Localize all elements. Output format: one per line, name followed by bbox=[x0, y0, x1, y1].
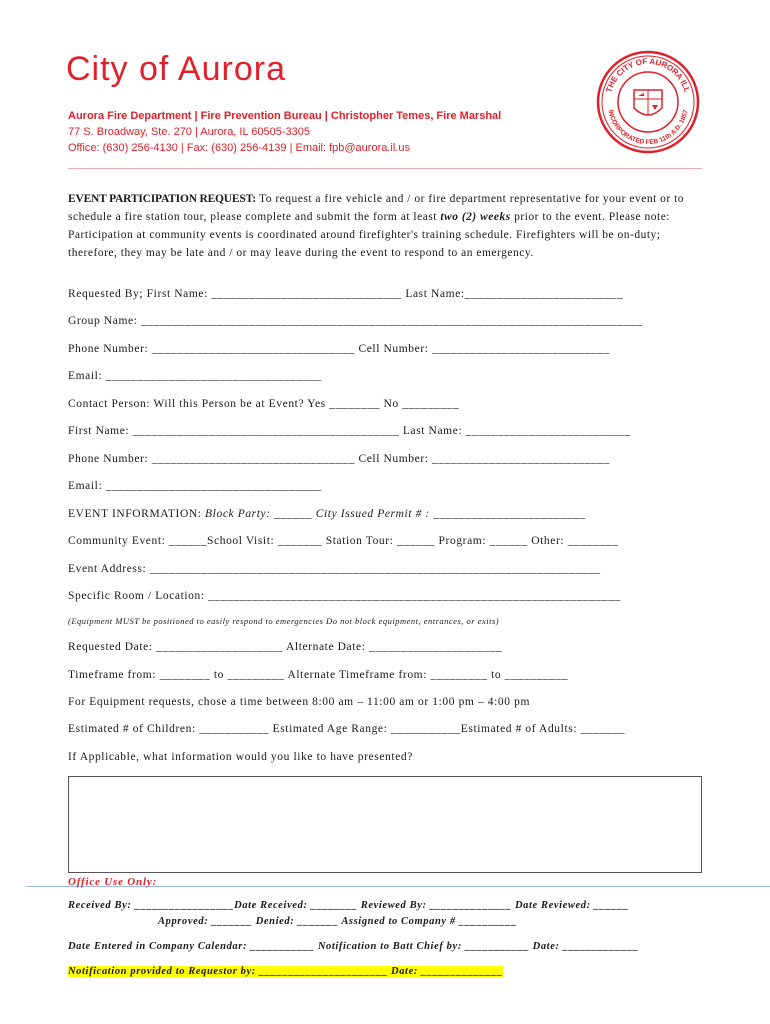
intro-emphasis: two (2) weeks bbox=[440, 211, 511, 223]
phone-field-2[interactable]: Phone Number: ________________________________ Cell Number: ____________________________ bbox=[68, 453, 610, 465]
header-divider bbox=[68, 168, 702, 169]
event-type-field[interactable]: Community Event: ______School Visit: _______ Station Tour: ______ Program: ______ Other: ________ bbox=[68, 535, 619, 547]
intro-paragraph bbox=[68, 190, 702, 262]
event-information-label: EVENT INFORMATION: bbox=[68, 508, 206, 520]
svg-text:THE CITY OF AURORA ILL: THE CITY OF AURORA ILL bbox=[604, 56, 692, 94]
intro-lead: EVENT PARTICIPATION REQUEST: bbox=[68, 193, 256, 205]
address-line: 77 S. Broadway, Ste. 270 | Aurora, IL 60505-3305 bbox=[68, 126, 310, 138]
equipment-times-note: For Equipment requests, chose a time between 8:00 am – 11:00 am or 1:00 pm – 4:00 pm bbox=[68, 696, 530, 708]
approval-field[interactable]: Approved: _______ Denied: _______ Assigned to Company # __________ bbox=[158, 916, 518, 927]
requested-date-field[interactable]: Requested Date: ____________________ Alternate Date: _____________________ bbox=[68, 641, 503, 653]
presentation-textarea[interactable] bbox=[68, 776, 702, 873]
notification-highlight[interactable]: Notification provided to Requestor by: ______________________ Date: ______________ bbox=[68, 966, 504, 977]
page-title: City of Aurora bbox=[66, 50, 286, 88]
email-field-2[interactable]: Email: __________________________________ bbox=[68, 480, 322, 492]
group-name-field[interactable]: Group Name: _______________________________________________________________________________ bbox=[68, 315, 643, 327]
contact-person-field[interactable]: Contact Person: Will this Person be at Event? Yes ________ No _________ bbox=[68, 398, 460, 410]
contact-line: Office: (630) 256-4130 | Fax: (630) 256-4139 | Email: fpb@aurora.il.us bbox=[68, 142, 410, 154]
phone-field-1[interactable]: Phone Number: ________________________________ Cell Number: ____________________________ bbox=[68, 343, 610, 355]
received-by-field[interactable]: Received By: _________________Date Received: ________ Reviewed By: ______________ Date Reviewed: ______ bbox=[68, 900, 630, 911]
timeframe-field[interactable]: Timeframe from: ________ to _________ Alternate Timeframe from: _________ to __________ bbox=[68, 669, 569, 681]
intro-text-2: prior to the event. Please note: Participation at community events is coordinated around firefighter's training schedule. Firefighters will be on-duty; therefore, they may be late and / or may leave during the event to respond to an emergency. bbox=[68, 211, 671, 259]
intro-text-1: To request a fire vehicle and / or fire department representative for your event or to schedule a fire station tour, please complete and submit the form at least bbox=[68, 193, 685, 223]
notification-field[interactable] bbox=[68, 966, 503, 977]
requested-by-field[interactable]: Requested By; First Name: ______________________________ Last Name:_________________________ bbox=[68, 288, 624, 300]
contact-name-field[interactable]: First Name: __________________________________________ Last Name: __________________________ bbox=[68, 425, 631, 437]
department-line: Aurora Fire Department | Fire Prevention Bureau | Christopher Temes, Fire Marshal bbox=[68, 110, 502, 122]
specific-room-field[interactable]: Specific Room / Location: _________________________________________________________________ bbox=[68, 590, 621, 602]
office-use-heading: Office Use Only: bbox=[68, 876, 157, 888]
city-seal-icon bbox=[596, 50, 700, 154]
event-information-field[interactable] bbox=[68, 508, 586, 520]
calendar-entry-field[interactable]: Date Entered in Company Calendar: ___________ Notification to Batt Chief by: ___________ Date: _____________ bbox=[68, 941, 639, 952]
email-field-1[interactable]: Email: __________________________________ bbox=[68, 370, 322, 382]
event-address-field[interactable]: Event Address: _______________________________________________________________________ bbox=[68, 563, 601, 575]
block-party-field[interactable]: Block Party: ______ City Issued Permit # : ________________________ bbox=[205, 508, 586, 520]
estimates-field[interactable]: Estimated # of Children: ___________ Estimated Age Range: ___________Estimated # of Adults: _______ bbox=[68, 723, 626, 735]
equipment-note: (Equipment MUST be positioned to easily respond to emergencies Do not block equipment, entrances, or exits) bbox=[68, 616, 500, 626]
svg-text:INCORPORATED FEB 11th A.D. 185: INCORPORATED FEB 11th A.D. 1857 bbox=[606, 109, 690, 147]
presentation-question: If Applicable, what information would you like to have presented? bbox=[68, 751, 413, 763]
